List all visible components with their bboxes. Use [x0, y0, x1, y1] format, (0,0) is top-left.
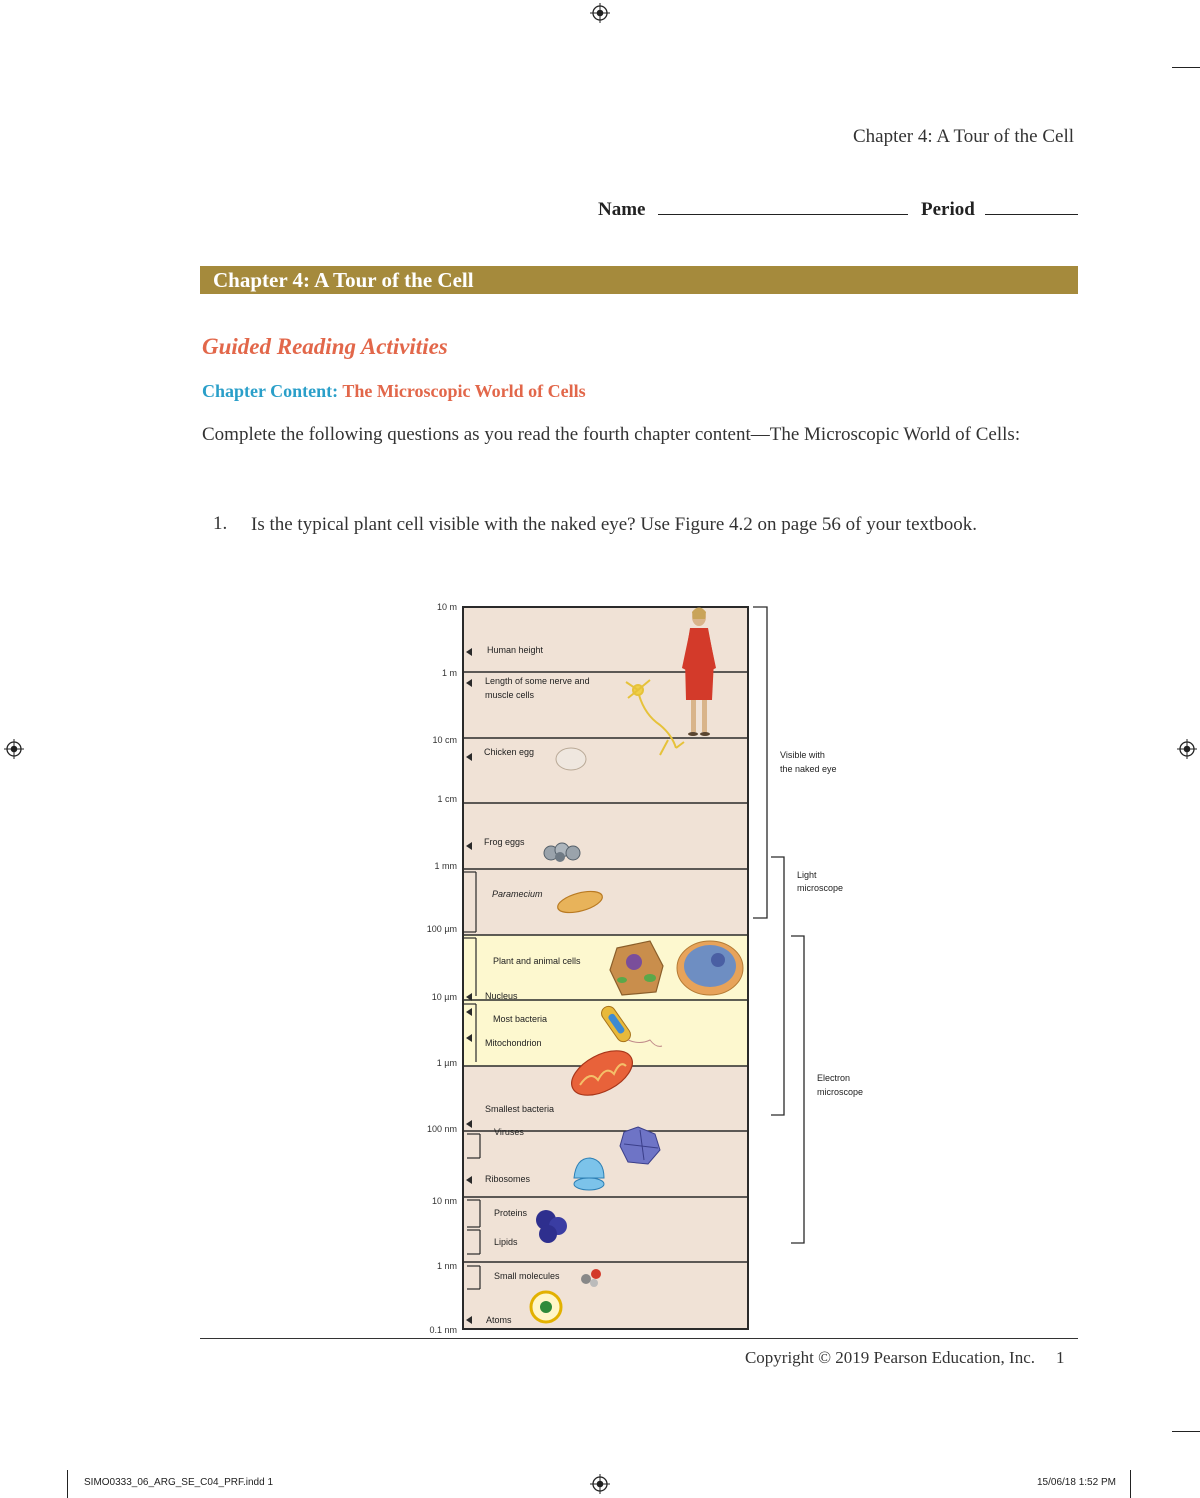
label-visible-eye: Visible with	[780, 750, 825, 760]
scale-label: 1 m	[441, 668, 457, 678]
label-human-height: Human height	[487, 645, 544, 655]
label-plant-animal-cells: Plant and animal cells	[493, 956, 581, 966]
label-most-bacteria: Most bacteria	[493, 1014, 548, 1024]
slug-timestamp: 15/06/18 1:52 PM	[1037, 1477, 1116, 1488]
scale-label: 1 µm	[436, 1058, 457, 1068]
section-title: Guided Reading Activities	[202, 334, 448, 359]
label-nerve-cells: muscle cells	[485, 690, 535, 700]
chapter-title: Chapter 4: A Tour of the Cell	[213, 268, 474, 292]
scale-label: 100 nm	[426, 1124, 457, 1134]
scale-label: 1 nm	[436, 1261, 457, 1271]
label-visible-eye: the naked eye	[780, 764, 837, 774]
frog-eggs	[544, 843, 580, 862]
label-electron-microscope: Electron	[817, 1073, 851, 1083]
page-number: 1	[1056, 1348, 1065, 1367]
question-text: Is the typical plant cell visible with the naked eye? Use Figure 4.2 on page 56 of your textbook.	[251, 514, 978, 535]
animal-cell	[677, 941, 743, 995]
scale-label: 10 m	[436, 602, 457, 612]
label-light-microscope: microscope	[797, 883, 844, 893]
question-number: 1.	[213, 513, 228, 534]
scale-label: 0.1 nm	[429, 1325, 457, 1335]
scale-label: 10 µm	[431, 992, 457, 1002]
copyright: Copyright © 2019 Pearson Education, Inc.	[744, 1348, 1035, 1367]
name-label: Name	[598, 199, 646, 220]
intro-paragraph: Complete the following questions as you read the fourth chapter content—The Microscopic World of Cells:	[202, 424, 1021, 445]
label-atoms: Atoms	[486, 1315, 512, 1325]
scale-label: 10 cm	[432, 735, 457, 745]
running-head: Chapter 4: A Tour of the Cell	[852, 126, 1074, 147]
label-proteins: Proteins	[494, 1208, 528, 1218]
label-ribosomes: Ribosomes	[485, 1174, 531, 1184]
label-paramecium: Paramecium	[492, 889, 543, 899]
atom	[531, 1292, 561, 1322]
content-label: Chapter Content:	[202, 381, 339, 401]
label-nerve-cells: Length of some nerve and	[485, 676, 590, 686]
label-light-microscope: Light	[797, 870, 817, 880]
footer-rule	[200, 1338, 1078, 1339]
content-value: The Microscopic World of Cells	[342, 381, 586, 401]
label-lipids: Lipids	[494, 1237, 518, 1247]
label-mitochondrion: Mitochondrion	[485, 1038, 542, 1048]
chicken-egg	[556, 748, 586, 770]
label-frog-eggs: Frog eggs	[484, 837, 525, 847]
label-chicken-egg: Chicken egg	[484, 747, 535, 757]
label-nucleus: Nucleus	[485, 991, 518, 1001]
scale-label: 1 mm	[434, 861, 457, 871]
slug-filename: SIMO0333_06_ARG_SE_C04_PRF.indd 1	[84, 1477, 274, 1488]
label-smallest-bacteria: Smallest bacteria	[485, 1104, 555, 1114]
label-viruses: Viruses	[494, 1127, 524, 1137]
label-electron-microscope: microscope	[817, 1087, 864, 1097]
scale-label: 10 nm	[431, 1196, 457, 1206]
scale-label: 100 µm	[426, 924, 457, 934]
scale-label: 1 cm	[437, 794, 457, 804]
label-small-molecules: Small molecules	[494, 1271, 560, 1281]
period-label: Period	[920, 199, 975, 220]
